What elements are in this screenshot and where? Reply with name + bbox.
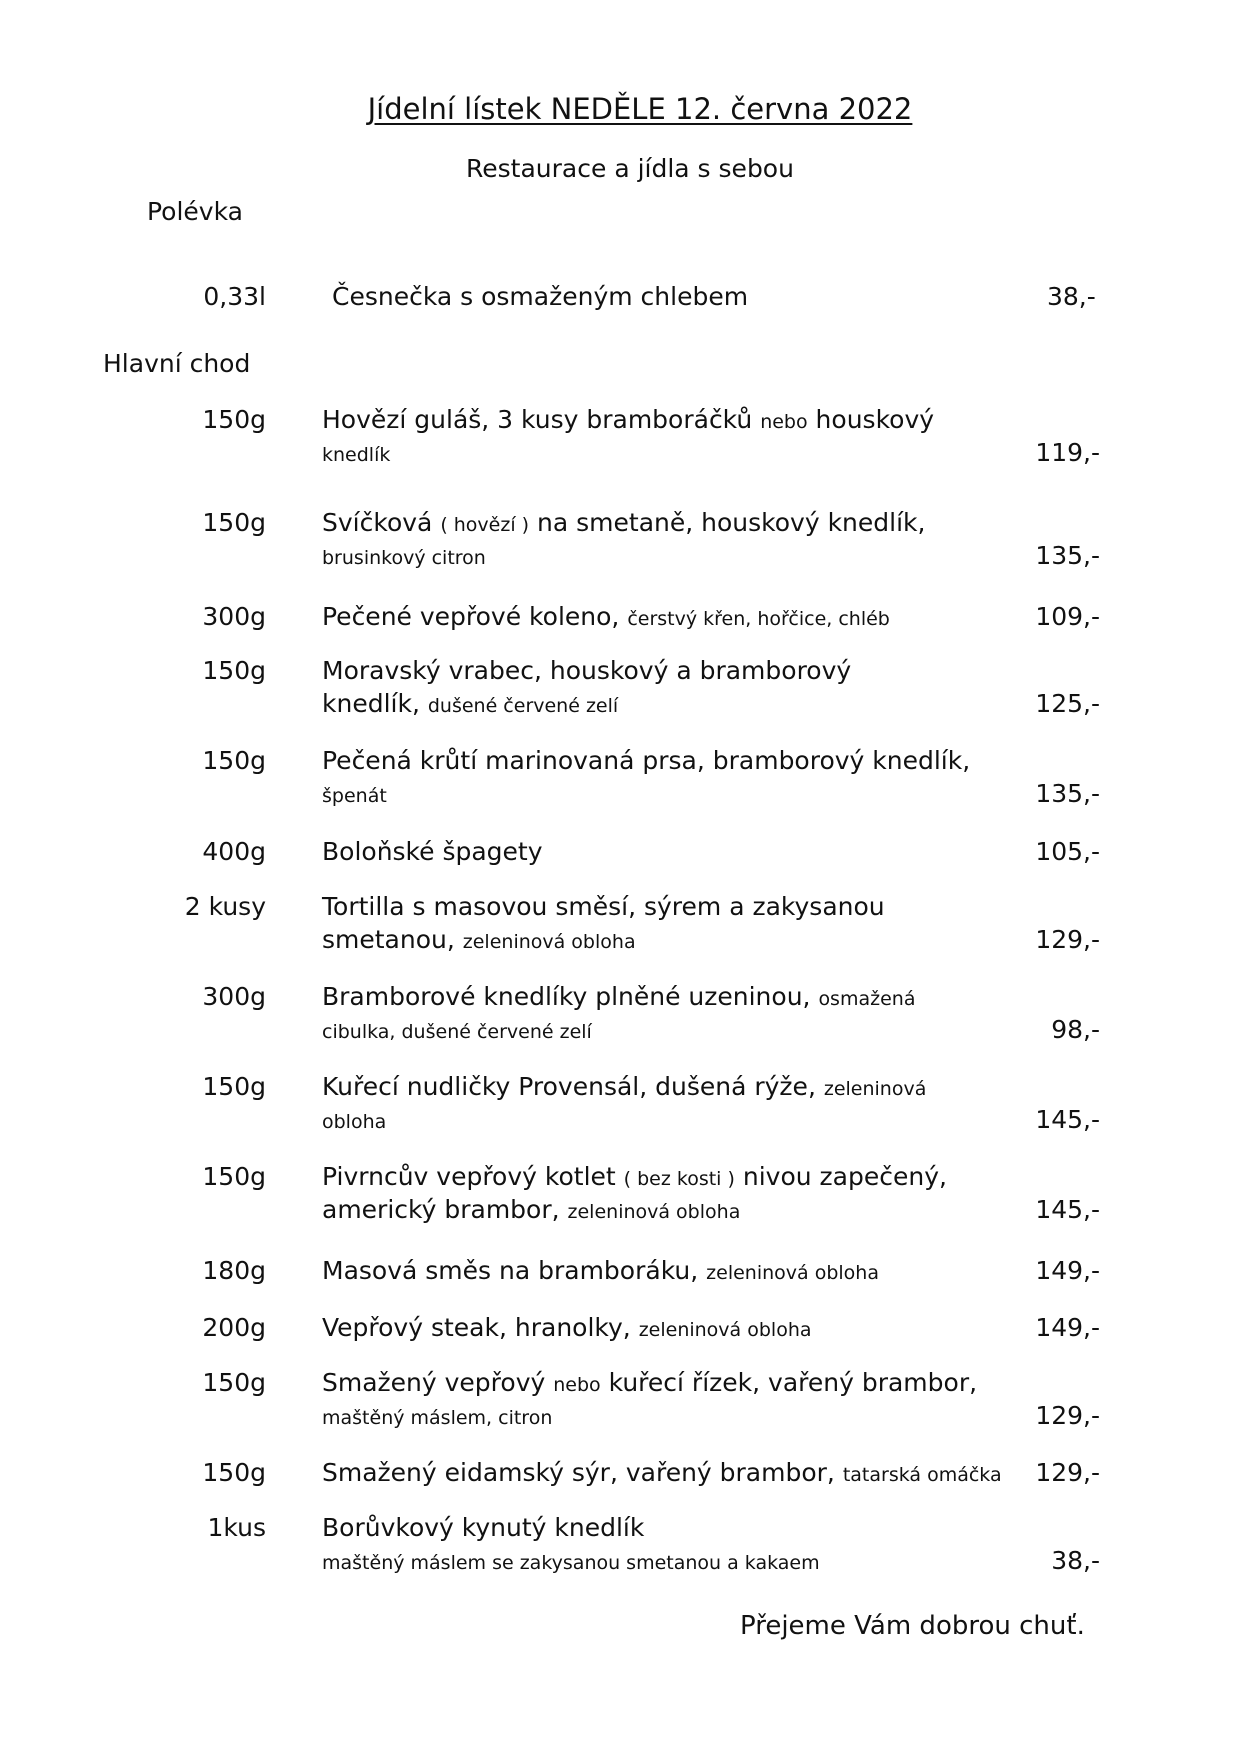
item-name-part: Kuřecí nudličky Provensál, dušená rýže, — [322, 1072, 824, 1101]
item-name — [322, 1513, 644, 1542]
item-name — [322, 746, 970, 775]
item-price: 98,- — [1051, 1015, 1100, 1044]
item-price: 149,- — [1035, 1313, 1100, 1342]
item-description — [322, 1111, 386, 1133]
item-name-part: Smažený vepřový — [322, 1368, 554, 1397]
item-price: 145,- — [1035, 1195, 1100, 1224]
item-description — [322, 1195, 740, 1224]
item-name-part: knedlík, — [322, 689, 428, 718]
item-quantity: 1kus — [207, 1513, 266, 1542]
item-name-part: Svíčková — [322, 508, 441, 537]
item-description — [322, 547, 486, 569]
section-heading-main: Hlavní chod — [103, 349, 251, 378]
section-heading-soup: Polévka — [147, 197, 243, 226]
item-name-part: Hovězí guláš, 3 kusy bramboráčků — [322, 405, 761, 434]
item-quantity: 150g — [202, 1458, 266, 1487]
item-price: 135,- — [1035, 779, 1100, 808]
item-side: dušené červené zelí — [427, 695, 619, 717]
item-note: osmažená — [818, 988, 916, 1010]
item-name: Česnečka s osmaženým chlebem — [332, 282, 749, 311]
item-name-part: houskový — [807, 405, 935, 434]
item-price: 129,- — [1035, 1401, 1100, 1430]
item-quantity: 2 kusy — [184, 892, 266, 921]
item-price: 129,- — [1035, 925, 1100, 954]
item-name-part: Boloňské špagety — [322, 837, 543, 866]
item-note: zeleninová obloha — [638, 1319, 812, 1341]
item-side: maštěný máslem, citron — [322, 1407, 553, 1429]
item-price: 38,- — [1051, 1546, 1100, 1575]
item-quantity: 200g — [202, 1313, 266, 1342]
item-name-part: na smetaně, houskový knedlík, — [529, 508, 926, 537]
item-quantity: 180g — [202, 1256, 266, 1285]
item-side: brusinkový citron — [322, 547, 486, 569]
item-name — [322, 1162, 947, 1191]
item-description — [322, 925, 636, 954]
item-name — [322, 1072, 926, 1101]
item-name — [322, 1458, 1002, 1487]
page-subtitle: Restaurace a jídla s sebou — [466, 154, 794, 183]
item-description — [322, 1407, 552, 1429]
item-note: nebo — [553, 1374, 601, 1396]
item-name-part: Masová směs na bramboráku, — [322, 1256, 707, 1285]
item-price: 109,- — [1035, 602, 1100, 631]
item-price: 105,- — [1035, 837, 1100, 866]
item-name-part: Borůvkový kynutý knedlík — [322, 1513, 645, 1542]
item-price: 119,- — [1035, 438, 1100, 467]
item-description — [322, 1021, 592, 1043]
item-quantity: 300g — [202, 602, 266, 631]
item-quantity: 150g — [202, 508, 266, 537]
item-side: zeleninová obloha — [462, 931, 636, 953]
item-name — [322, 656, 851, 685]
item-note: ( bez kosti ) — [623, 1168, 735, 1190]
item-side: zeleninová obloha — [567, 1201, 741, 1223]
item-side: cibulka, dušené červené zelí — [322, 1021, 592, 1043]
item-quantity: 400g — [202, 837, 266, 866]
item-quantity: 300g — [202, 982, 266, 1011]
item-name-part: Pivrncův vepřový kotlet — [322, 1162, 624, 1191]
item-description — [322, 785, 387, 807]
item-name — [322, 508, 925, 537]
item-description — [322, 689, 618, 718]
item-name-part: Moravský vrabec, houskový a bramborový — [322, 656, 852, 685]
item-name-part: Pečená krůtí marinovaná prsa, bramborový knedlík, — [322, 746, 971, 775]
item-name-part: Pečené vepřové koleno, — [322, 602, 628, 631]
item-name-part: Tortilla s masovou směsí, sýrem a zakysanou — [322, 892, 885, 921]
item-quantity: 150g — [202, 1072, 266, 1101]
item-name — [322, 405, 934, 434]
item-description — [322, 1552, 820, 1574]
item-side: špenát — [322, 785, 387, 807]
item-note: nebo — [760, 411, 808, 433]
item-price: 129,- — [1035, 1458, 1100, 1487]
item-name-part: americký brambor, — [322, 1195, 568, 1224]
item-name-part: smetanou, — [322, 925, 463, 954]
item-name-part: Bramborové knedlíky plněné uzeninou, — [322, 982, 819, 1011]
item-name — [322, 892, 885, 921]
item-description — [322, 444, 390, 466]
item-name-part: Vepřový steak, hranolky, — [322, 1313, 639, 1342]
item-quantity: 150g — [202, 1368, 266, 1397]
item-name-part: Smažený eidamský sýr, vařený brambor, — [322, 1458, 843, 1487]
item-name-part: nivou zapečený, — [734, 1162, 947, 1191]
item-side: knedlík — [322, 444, 391, 466]
item-name — [322, 1256, 879, 1285]
page-title: Jídelní lístek NEDĚLE 12. června 2022 — [367, 92, 913, 126]
item-name — [322, 602, 890, 631]
item-note: zeleninová obloha — [706, 1262, 879, 1284]
item-note: čerstvý křen, hořčice, chléb — [627, 608, 890, 630]
item-name — [322, 1368, 977, 1397]
item-price: 38,- — [1047, 282, 1096, 311]
item-quantity: 150g — [202, 656, 266, 685]
item-price: 149,- — [1035, 1256, 1100, 1285]
item-side: obloha — [322, 1111, 387, 1133]
item-note: zeleninová — [823, 1078, 927, 1100]
item-name-part: kuřecí řízek, vařený brambor, — [600, 1368, 978, 1397]
item-name — [322, 982, 915, 1011]
item-price: 135,- — [1035, 541, 1100, 570]
item-quantity: 150g — [202, 1162, 266, 1191]
item-note: ( hovězí ) — [440, 514, 530, 536]
closing-greeting: Přejeme Vám dobrou chuť. — [740, 1611, 1085, 1641]
item-name — [322, 837, 543, 866]
item-quantity: 150g — [202, 405, 266, 434]
item-side: maštěný máslem se zakysanou smetanou a kakaem — [322, 1552, 820, 1574]
item-price: 145,- — [1035, 1105, 1100, 1134]
item-quantity: 150g — [202, 746, 266, 775]
item-quantity: 0,33l — [203, 282, 266, 311]
item-price: 125,- — [1035, 689, 1100, 718]
item-name — [322, 1313, 812, 1342]
item-note: tatarská omáčka — [842, 1464, 1002, 1486]
